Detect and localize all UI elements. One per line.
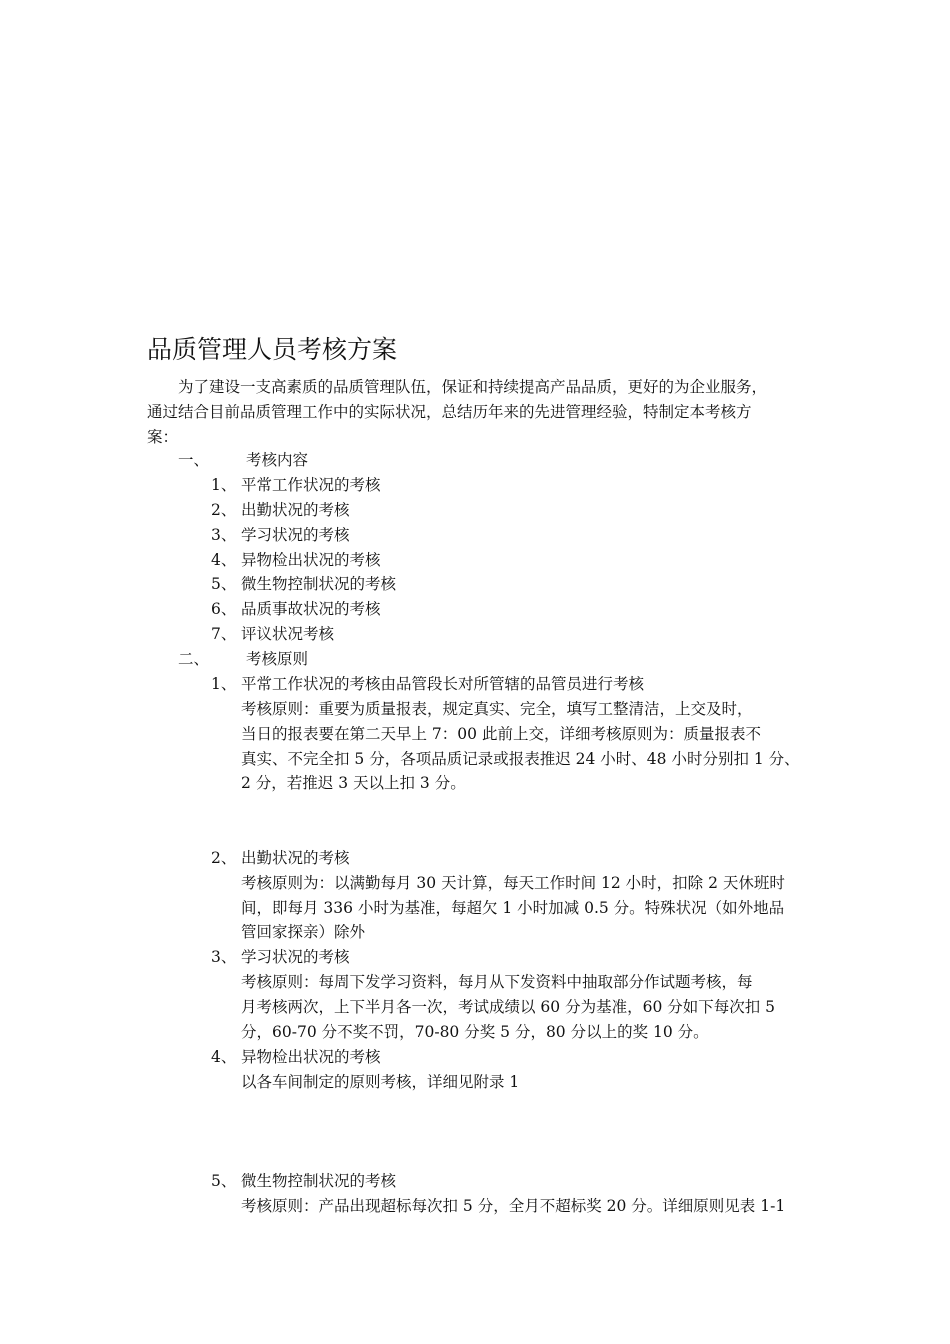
list-item: 平常工作状况的考核 bbox=[241, 476, 381, 494]
item-detail-line: 考核原则为：以满勤每月 30 天计算，每天工作时间 12 小时，扣除 2 天休班时 bbox=[241, 874, 785, 892]
list-item: 评议状况考核 bbox=[241, 625, 335, 643]
document-title: 品质管理人员考核方案 bbox=[147, 335, 398, 364]
item-detail-line: 月考核两次，上下半月各一次，考试成绩以 60 分为基准，60 分如下每次扣 5 bbox=[241, 998, 776, 1016]
intro-line: 案： bbox=[147, 428, 179, 446]
list-item: 学习状况的考核 bbox=[241, 948, 350, 966]
list-item: 微生物控制状况的考核 bbox=[241, 575, 397, 593]
list-item: 异物检出状况的考核 bbox=[241, 551, 381, 569]
section-heading: 考核内容 bbox=[246, 451, 309, 469]
section-heading: 考核原则 bbox=[246, 650, 309, 668]
item-detail-line: 当日的报表要在第二天早上 7：00 此前上交，详细考核原则为：质量报表不 bbox=[241, 725, 761, 743]
item-detail-line: 管回家探亲）除外 bbox=[241, 923, 366, 941]
intro-paragraph bbox=[147, 375, 821, 450]
list-item-number: 7、 bbox=[211, 625, 237, 643]
section-number: 二、 bbox=[178, 650, 210, 668]
intro-line: 通过结合目前品质管理工作中的实际状况，总结历年来的先进管理经验，特制定本考核方 bbox=[147, 403, 752, 421]
list-item-number: 2、 bbox=[211, 501, 237, 519]
item-detail-line: 分，60-70 分不奖不罚，70-80 分奖 5 分，80 分以上的奖 10 分。 bbox=[241, 1023, 709, 1041]
list-item-number: 6、 bbox=[211, 600, 237, 618]
item-detail-line: 考核原则：产品出现超标每次扣 5 分，全月不超标奖 20 分。详细原则见表 1-1 bbox=[241, 1197, 786, 1215]
item-detail-line: 以各车间制定的原则考核，详细见附录 1 bbox=[241, 1073, 520, 1091]
section-number: 一、 bbox=[178, 451, 210, 469]
intro-line: 为了建设一支高素质的品质管理队伍，保证和持续提高产品品质，更好的为企业服务， bbox=[178, 378, 768, 396]
list-item-number: 4、 bbox=[211, 551, 237, 569]
item-detail-line: 2 分，若推迟 3 天以上扣 3 分。 bbox=[241, 774, 466, 792]
list-item-number: 1、 bbox=[211, 476, 237, 494]
item-detail-line: 间，即每月 336 小时为基准，每超欠 1 小时加减 0.5 分。特殊状况（如外地品 bbox=[241, 899, 785, 917]
list-item: 平常工作状况的考核由品管段长对所管辖的品管员进行考核 bbox=[241, 675, 645, 693]
item-detail-line: 考核原则：重要为质量报表，规定真实、完全，填写工整清洁，上交及时， bbox=[241, 700, 753, 718]
list-item: 学习状况的考核 bbox=[241, 526, 350, 544]
list-item-number: 1、 bbox=[211, 675, 237, 693]
list-item: 出勤状况的考核 bbox=[241, 501, 350, 519]
list-item-number: 4、 bbox=[211, 1048, 237, 1066]
list-item-number: 3、 bbox=[211, 526, 237, 544]
list-item: 品质事故状况的考核 bbox=[241, 600, 381, 618]
list-item-number: 2、 bbox=[211, 849, 237, 867]
item-detail-line: 真实、不完全扣 5 分，各项品质记录或报表推迟 24 小时、48 小时分别扣 1 分、 bbox=[241, 750, 800, 768]
list-item: 出勤状况的考核 bbox=[241, 849, 350, 867]
list-item-number: 5、 bbox=[211, 575, 237, 593]
list-item-number: 3、 bbox=[211, 948, 237, 966]
item-detail-line: 考核原则：每周下发学习资料，每月从下发资料中抽取部分作试题考核，每 bbox=[241, 973, 753, 991]
list-item: 异物检出状况的考核 bbox=[241, 1048, 381, 1066]
list-item-number: 5、 bbox=[211, 1172, 237, 1190]
list-item: 微生物控制状况的考核 bbox=[241, 1172, 397, 1190]
